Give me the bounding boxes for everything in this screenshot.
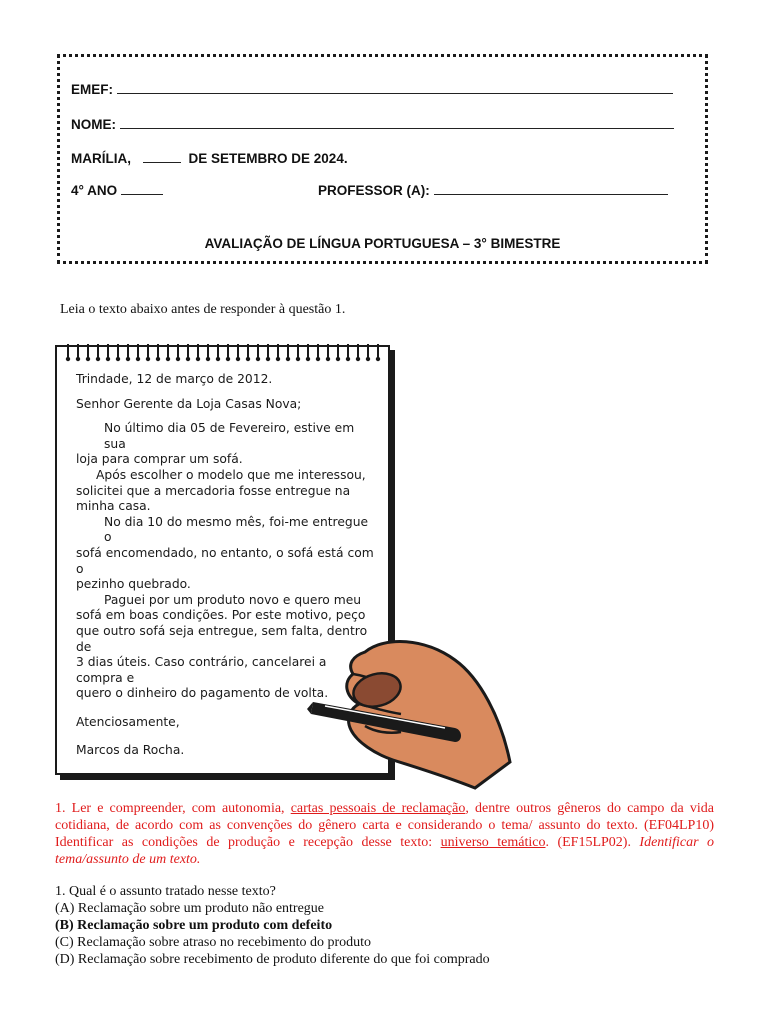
grade-label: 4° ANO bbox=[71, 183, 118, 198]
skill-text: 1. Ler e compreender, com autonomia, bbox=[55, 801, 291, 816]
letter-line: sofá encomendado, no entanto, o sofá está com o bbox=[76, 545, 374, 576]
skill-description bbox=[55, 800, 714, 868]
letter-line: sofá em boas condições. Por este motivo, peço bbox=[76, 608, 366, 623]
skill-text: , dentre outros gêneros do campo da vida cotidiana, de acordo com as convenções do gênero carta e considerando o tema/ assunto do texto. (EF04LP10) Identificar as condições de produção e recepção desse texto: bbox=[55, 801, 715, 850]
teacher-row bbox=[318, 182, 668, 198]
letter-line: 3 dias úteis. Caso contrário, cancelarei a compra e bbox=[76, 655, 327, 685]
question-1 bbox=[55, 883, 714, 968]
name-row bbox=[71, 116, 674, 132]
spiral-binding-icon bbox=[62, 340, 387, 362]
option-a[interactable]: (A) Reclamação sobre um produto não entregue bbox=[55, 901, 325, 916]
letter-line: loja para comprar um sofá. bbox=[76, 452, 243, 467]
letter-line: No último dia 05 de Fevereiro, estive em sua bbox=[104, 421, 355, 451]
letter-line: Após escolher o modelo que me interessou, bbox=[96, 467, 366, 482]
letter-line: minha casa. bbox=[76, 499, 151, 514]
skill-link-letters: cartas pessoais de reclamação bbox=[290, 801, 466, 816]
letter-date: Trindade, 12 de março de 2012. bbox=[76, 372, 273, 386]
intro-text: Leia o texto abaixo antes de responder à questão 1. bbox=[60, 302, 346, 317]
skill-text: . (EF15LP02). bbox=[545, 835, 640, 850]
date-month-year: DE SETEMBRO DE 2024. bbox=[188, 151, 348, 166]
name-field[interactable] bbox=[120, 116, 674, 129]
teacher-field[interactable] bbox=[434, 182, 668, 195]
hand-writing-icon bbox=[305, 630, 515, 790]
school-row bbox=[71, 81, 673, 97]
skill-italic-note: Identificar o tema/assunto de um texto. bbox=[55, 835, 714, 867]
letter-line: que outro sofá seja entregue, sem falta, dentro de bbox=[76, 623, 368, 654]
letter-line: Paguei por um produto novo e quero meu bbox=[104, 592, 362, 607]
letter-closing: Atenciosamente, bbox=[76, 714, 180, 729]
skill-link-theme: universo temático bbox=[440, 835, 546, 850]
option-d[interactable]: (D) Reclamação sobre recebimento de produto diferente do que foi comprado bbox=[55, 952, 490, 967]
date-city: MARÍLIA, bbox=[71, 151, 131, 166]
date-row bbox=[71, 150, 348, 166]
grade-field[interactable] bbox=[121, 182, 163, 195]
letter-line: No dia 10 do mesmo mês, foi-me entregue o bbox=[104, 514, 369, 545]
letter-signature: Marcos da Rocha. bbox=[76, 743, 185, 758]
evaluation-title: AVALIAÇÃO DE LÍNGUA PORTUGUESA – 3° BIMESTRE bbox=[204, 236, 561, 251]
option-c[interactable]: (C) Reclamação sobre atraso no recebimento do produto bbox=[55, 935, 372, 950]
letter-line: pezinho quebrado. bbox=[76, 577, 191, 592]
day-field[interactable] bbox=[143, 150, 181, 163]
letter-greeting: Senhor Gerente da Loja Casas Nova; bbox=[76, 396, 302, 411]
letter-line: solicitei que a mercadoria fosse entregue na bbox=[76, 483, 351, 498]
school-label: EMEF: bbox=[71, 82, 113, 97]
name-label: NOME: bbox=[71, 117, 116, 132]
question-prompt: 1. Qual é o assunto tratado nesse texto? bbox=[55, 884, 276, 899]
letter-line: quero o dinheiro do pagamento de volta. bbox=[76, 686, 329, 701]
option-b[interactable]: (B) Reclamação sobre um produto com defeito bbox=[55, 918, 333, 933]
header-box bbox=[57, 54, 708, 264]
teacher-label: PROFESSOR (A): bbox=[318, 183, 430, 198]
school-field[interactable] bbox=[117, 81, 673, 94]
grade-row bbox=[71, 182, 163, 198]
